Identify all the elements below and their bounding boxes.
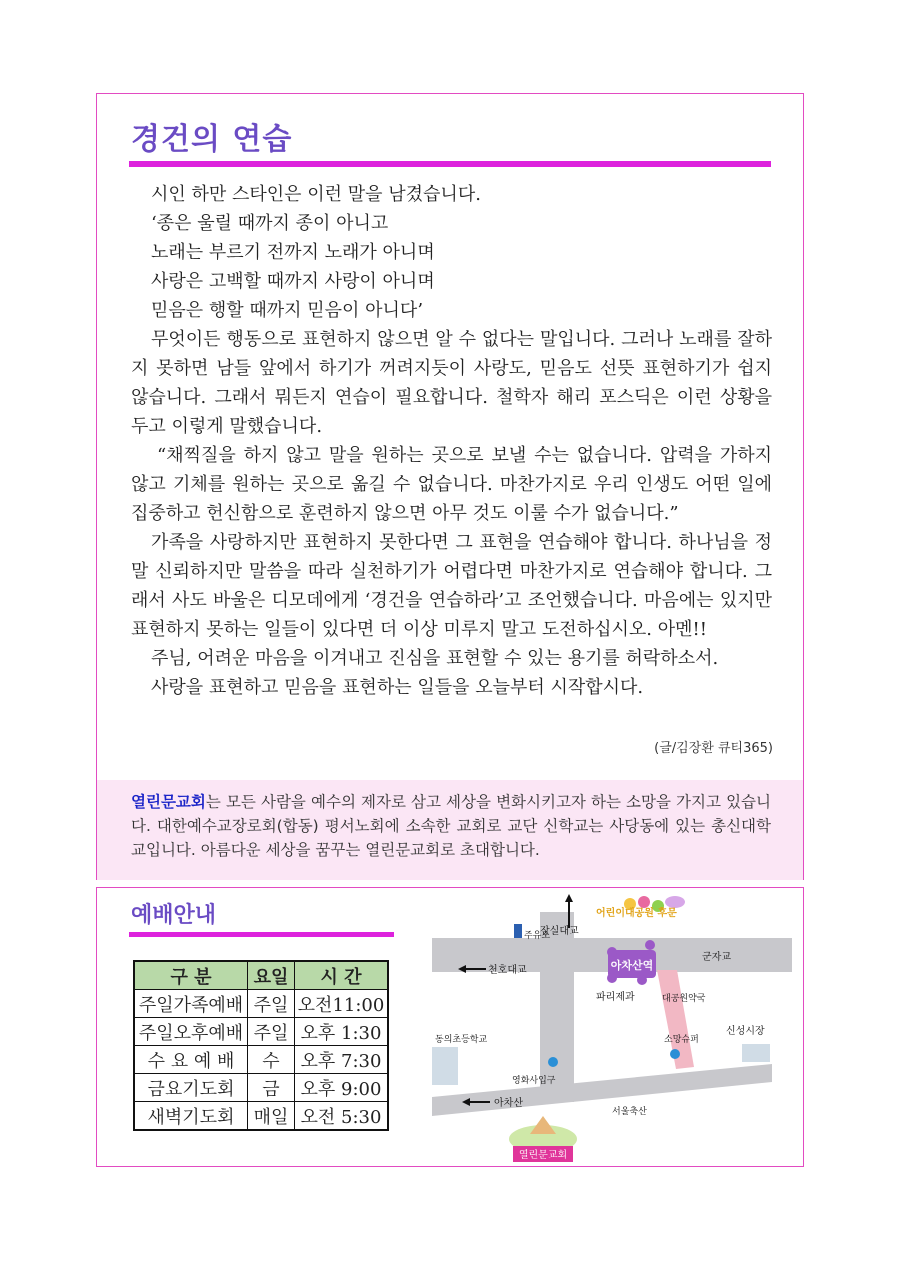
article-paragraph: 가족을 사랑하지만 표현하지 못한다면 그 표현을 연습해야 합니다. 하나님을 정말 신뢰하지만 말씀을 따라 실천하기가 어렵다면 마찬가지로 연습해야 합니다. 그래서 사도 바울은 디모데에게 ‘경건을 연습하라’고 조언했습니다. 마음에는 있지만 표현하지 못하는 일들이 있다면 더 이상 미루지 말고 도전하십시오. 아멘!!	[131, 532, 772, 640]
label-cheonho: 천호대교	[488, 965, 527, 976]
balloon-icon	[638, 896, 650, 908]
service-time: 오전 5:30	[295, 1102, 389, 1131]
header-type: 구 분	[134, 961, 248, 990]
service-day: 금	[248, 1074, 295, 1102]
article-paragraph: 사랑을 표현하고 믿음을 표현하는 일들을 오늘부터 시작합시다.	[151, 677, 644, 698]
label-achasan: 아차산	[494, 1098, 523, 1109]
road-bottom	[432, 1064, 772, 1116]
church-intro-body: 는 모든 사람을 예수의 제자로 삼고 세상을 변화시키고자 하는 소망을 가지고 있습니다. 대한예수교장로회(합동) 평서노회에 소속한 교회로 교단 신학교는 사당동에 있는 총신대학교입니다. 아름다운 세상을 꿈꾸는 열린문교회로 초대합니다.	[131, 793, 771, 859]
table-row	[134, 1102, 388, 1131]
label-gunja: 군자교	[702, 952, 731, 963]
devotion-title: 경건의 연습	[131, 122, 293, 157]
article-paragraph: 무엇이든 행동으로 표현하지 않으면 알 수 없다는 말입니다. 그러나 노래를 잘하지 못하면 남들 앞에서 하기가 꺼려지듯이 사랑도, 믿음도 선뜻 표현하기가 쉽지 않습니다. 그래서 뭐든지 연습이 필요합니다. 철학자 해리 포스딕은 이런 상황을 두고 이렇게 말했습니다.	[131, 329, 772, 437]
table-row	[134, 1018, 388, 1046]
label-seoul: 서울축산	[612, 1107, 647, 1117]
header-time: 시 간	[295, 961, 389, 990]
devotion-article	[131, 180, 772, 702]
exit-icon	[645, 940, 655, 950]
service-time: 오전11:00	[295, 990, 389, 1018]
table-row	[134, 1046, 388, 1074]
exit-icon	[607, 973, 617, 983]
arrow-head-icon	[565, 894, 573, 902]
church-location-map	[432, 892, 792, 1164]
gas-station-icon	[514, 924, 522, 938]
label-school: 동의초등학교	[435, 1035, 488, 1045]
service-name: 주일가족예배	[134, 990, 248, 1018]
label-gas: 주유소	[524, 931, 551, 941]
article-paragraph: “채찍질을 하지 않고 말을 원하는 곳으로 보낼 수는 없습니다. 압력을 가하지 않고 기체를 원하는 곳으로 옮길 수 없습니다. 마찬가지로 우리 인생도 어떤 일에 집중하고 헌신함으로 훈련하지 않으면 아무 것도 이룰 수가 없습니다.”	[131, 445, 772, 524]
worship-title-underline	[129, 932, 394, 937]
umbrella-icon	[665, 896, 685, 908]
service-time: 오후 7:30	[295, 1046, 389, 1074]
worship-title: 예배안내	[131, 903, 217, 928]
service-name: 주일오후예배	[134, 1018, 248, 1046]
service-day: 매일	[248, 1102, 295, 1131]
table-row	[134, 1074, 388, 1102]
table-row	[134, 990, 388, 1018]
article-paragraph: 사랑은 고백할 때까지 사랑이 아니며	[151, 271, 435, 292]
church-label: 열린문교회	[518, 1150, 568, 1161]
label-jamsil: 잠실대교	[540, 926, 579, 937]
service-name: 수 요 예 배	[134, 1046, 248, 1074]
label-pharmacy: 대공원약국	[662, 994, 706, 1004]
church-icon	[530, 1116, 556, 1134]
label-youngwha: 영화사입구	[512, 1076, 556, 1086]
label-market: 신성시장	[726, 1026, 765, 1037]
bus-stop-icon	[548, 1057, 558, 1067]
service-day: 주일	[248, 1018, 295, 1046]
exit-icon	[637, 975, 647, 985]
label-park: 어린이대공원 후문	[596, 908, 677, 919]
label-paris: 파리제과	[596, 992, 635, 1003]
market-block	[742, 1044, 770, 1062]
church-intro-panel	[97, 780, 803, 880]
school-block	[432, 1047, 458, 1085]
article-paragraph: ‘종은 울릴 때까지 종이 아니고	[151, 213, 389, 234]
article-paragraph: 시인 하만 스타인은 이런 말을 남겼습니다.	[151, 184, 481, 205]
article-paragraph: 주님, 어려운 마음을 이겨내고 진심을 표현할 수 있는 용기를 허락하소서.	[151, 648, 719, 669]
table-header-row	[134, 961, 388, 990]
header-day: 요일	[248, 961, 295, 990]
service-day: 주일	[248, 990, 295, 1018]
worship-schedule-table	[133, 960, 389, 1131]
station-label: 아차산역	[610, 959, 654, 972]
service-time: 오후 9:00	[295, 1074, 389, 1102]
article-paragraph: 노래는 부르기 전까지 노래가 아니며	[151, 242, 435, 263]
worship-box	[96, 887, 804, 1167]
service-day: 수	[248, 1046, 295, 1074]
church-intro-text	[131, 790, 771, 862]
devotion-box	[96, 93, 804, 880]
article-paragraph: 믿음은 행할 때까지 믿음이 아니다’	[151, 300, 424, 321]
bus-stop-icon	[670, 1049, 680, 1059]
title-underline	[129, 161, 771, 167]
service-name: 금요기도회	[134, 1074, 248, 1102]
service-name: 새벽기도회	[134, 1102, 248, 1131]
label-somang: 소망슈퍼	[664, 1035, 699, 1045]
service-time: 오후 1:30	[295, 1018, 389, 1046]
exit-icon	[607, 947, 617, 957]
author-credit: (글/김장환 큐티365)	[654, 741, 773, 756]
church-name: 열린문교회	[131, 793, 206, 811]
